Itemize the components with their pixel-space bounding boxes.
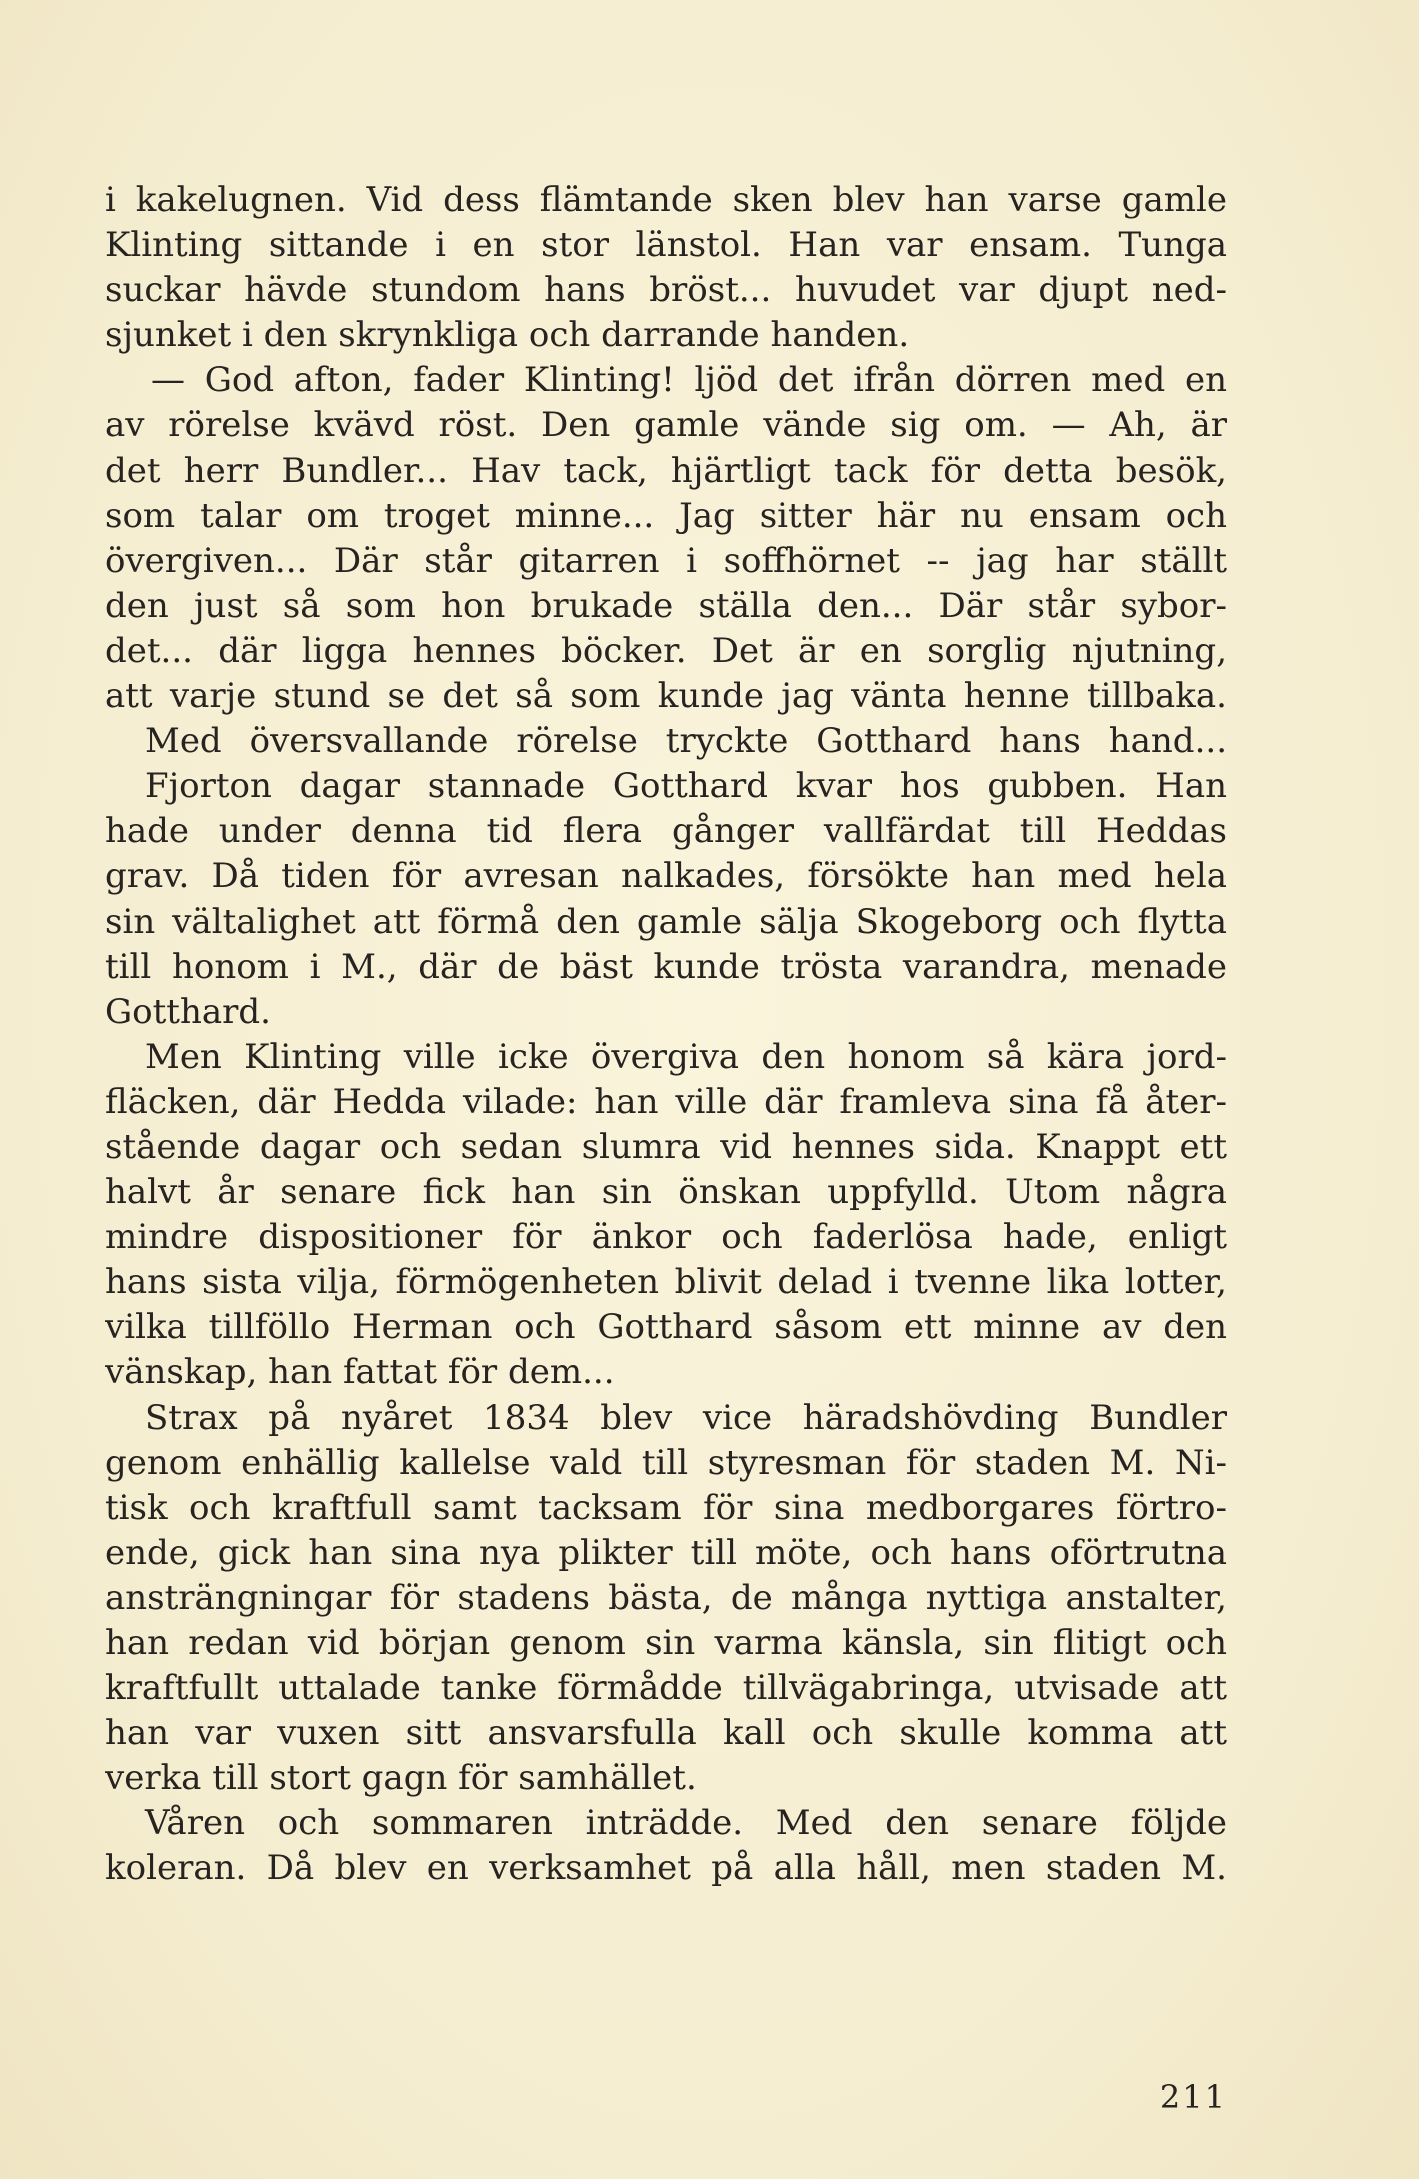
text-line: tisk och kraftfull samt tacksam för sina medborgares förtro-: [105, 1487, 1227, 1528]
text-line: sin vältalighet att förmå den gamle sälja Skogeborg och flytta: [105, 901, 1227, 942]
text-line: Men Klinting ville icke övergiva den honom så kära jord-: [145, 1036, 1227, 1077]
text-line: Med översvallande rörelse tryckte Gotthard hans hand...: [145, 721, 1227, 762]
text-line: vilka tillföllo Herman och Gotthard såsom ett minne av den: [105, 1307, 1227, 1348]
text-line: fläcken, där Hedda vilade: han ville där framleva sina få åter-: [105, 1081, 1227, 1122]
text-line: koleran. Då blev en verksamhet på alla håll, men staden M.: [105, 1848, 1227, 1889]
text-line: ende, gick han sina nya plikter till möte, och hans oförtrutna: [105, 1532, 1227, 1573]
text-line: verka till stort gagn för samhället.: [105, 1758, 697, 1799]
text-line: den just så som hon brukade ställa den... Där står sybor-: [105, 585, 1227, 626]
text-line: grav. Då tiden för avresan nalkades, försökte han med hela: [105, 856, 1227, 897]
text-line: genom enhällig kallelse vald till styresman för staden M. Ni-: [105, 1442, 1227, 1483]
text-line: ansträngningar för stadens bästa, de många nyttiga anstalter,: [105, 1577, 1227, 1618]
text-line: han redan vid början genom sin varma känsla, sin flitigt och: [105, 1623, 1227, 1663]
text-line: till honom i M., där de bäst kunde trösta varandra, menade: [105, 946, 1227, 987]
text-line: det... där ligga hennes böcker. Det är en sorglig njutning,: [105, 630, 1227, 671]
text-line: hade under denna tid flera gånger vallfärdat till Heddas: [105, 811, 1227, 852]
text-line: Gotthard.: [105, 991, 271, 1032]
text-line: sjunket i den skrynkliga och darrande handen.: [105, 315, 910, 356]
text-line: halvt år senare fick han sin önskan uppfylld. Utom några: [105, 1172, 1227, 1213]
page-number: 211: [1159, 2078, 1227, 2116]
text-line: Våren och sommaren inträdde. Med den senare följde: [145, 1803, 1227, 1844]
text-line: som talar om troget minne... Jag sitter här nu ensam och: [105, 495, 1227, 536]
text-line: övergiven... Där står gitarren i soffhörnet -- jag har ställt: [105, 540, 1227, 581]
text-line: det herr Bundler... Hav tack, hjärtligt tack för detta besök,: [105, 450, 1227, 491]
text-line: kraftfullt uttalade tanke förmådde tillvägabringa, utvisade att: [105, 1668, 1227, 1709]
text-line: i kakelugnen. Vid dess flämtande sken blev han varse gamle: [105, 180, 1227, 220]
text-line: mindre dispositioner för änkor och faderlösa hade, enligt: [105, 1217, 1227, 1258]
text-line: — God afton, fader Klinting! ljöd det ifrån dörren med en: [151, 360, 1227, 401]
text-line: suckar hävde stundom hans bröst... huvudet var djupt ned-: [105, 270, 1227, 311]
text-line: Strax på nyåret 1834 blev vice häradshövding Bundler: [145, 1397, 1227, 1438]
text-line: hans sista vilja, förmögenheten blivit delad i tvenne lika lotter,: [105, 1262, 1227, 1303]
text-line: stående dagar och sedan slumra vid hennes sida. Knappt ett: [105, 1126, 1227, 1167]
text-line: av rörelse kvävd röst. Den gamle vände sig om. — Ah, är: [105, 405, 1227, 446]
text-line: vänskap, han fattat för dem...: [105, 1352, 615, 1393]
text-line: Fjorton dagar stannade Gotthard kvar hos gubben. Han: [145, 766, 1227, 807]
text-line: att varje stund se det så som kunde jag vänta henne tillbaka.: [105, 676, 1227, 717]
body-text: [105, 178, 1227, 1892]
text-line: han var vuxen sitt ansvarsfulla kall och skulle komma att: [105, 1713, 1227, 1754]
text-line: Klinting sittande i en stor länstol. Han var ensam. Tunga: [105, 225, 1227, 266]
